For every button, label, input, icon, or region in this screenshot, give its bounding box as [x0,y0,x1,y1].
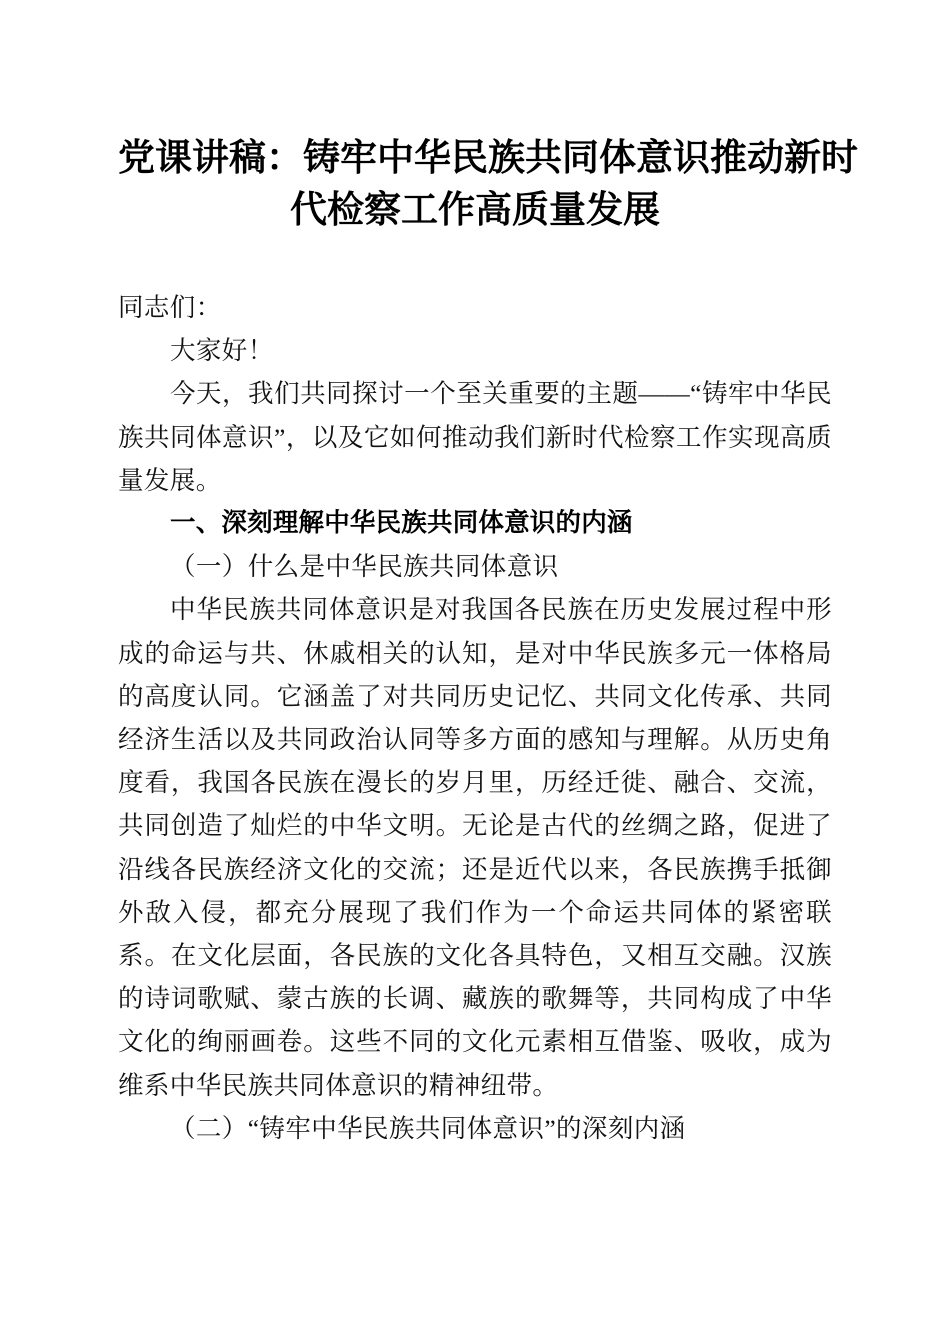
page-title-line-1: 党课讲稿：铸牢中华民族共同体意识推动新时 [118,138,858,179]
page-title-line-2: 代检察工作高质量发展 [290,190,660,231]
intro-paragraph: 今天，我们共同探讨一个至关重要的主题——“铸牢中华民族共同体意识”，以及它如何推动我们新时代检察工作实现高质量发展。 [118,379,832,495]
body-block [118,286,832,1150]
page-title [118,0,858,236]
section-heading-1: 一、深刻理解中华民族共同体意识的内涵 [170,509,633,538]
subsection-heading-1-2: （二）“铸牢中华民族共同体意识”的深刻内涵 [170,1113,686,1143]
subsection-heading-1-1: （一）什么是中华民族共同体意识 [170,552,559,582]
document-content-column [118,0,858,1150]
body-paragraph-1: 中华民族共同体意识是对我国各民族在历史发展过程中形成的命运与共、休戚相关的认知，是对中华民族多元一体格局的高度认同。它涵盖了对共同历史记忆、共同文化传承、共同经济生活以及共同政治认同等多方面的感知与理解。从历史角度看，我国各民族在漫长的岁月里，历经迁徙、融合、交流，共同创造了灿烂的中华文明。无论是古代的丝绸之路，促进了沿线各民族经济文化的交流；还是近代以来，各民族携手抵御外敌入侵，都充分展现了我们作为一个命运共同体的紧密联系。在文化层面，各民族的文化各具特色，又相互交融。汉族的诗词歌赋、蒙古族的长调、藏族的歌舞等，共同构成了中华文化的绚丽画卷。这些不同的文化元素相互借鉴、吸收，成为维系中华民族共同体意识的精神纽带。 [118,595,832,1100]
salutation-line: 同志们： [118,293,222,322]
greeting-line: 大家好！ [170,336,274,366]
